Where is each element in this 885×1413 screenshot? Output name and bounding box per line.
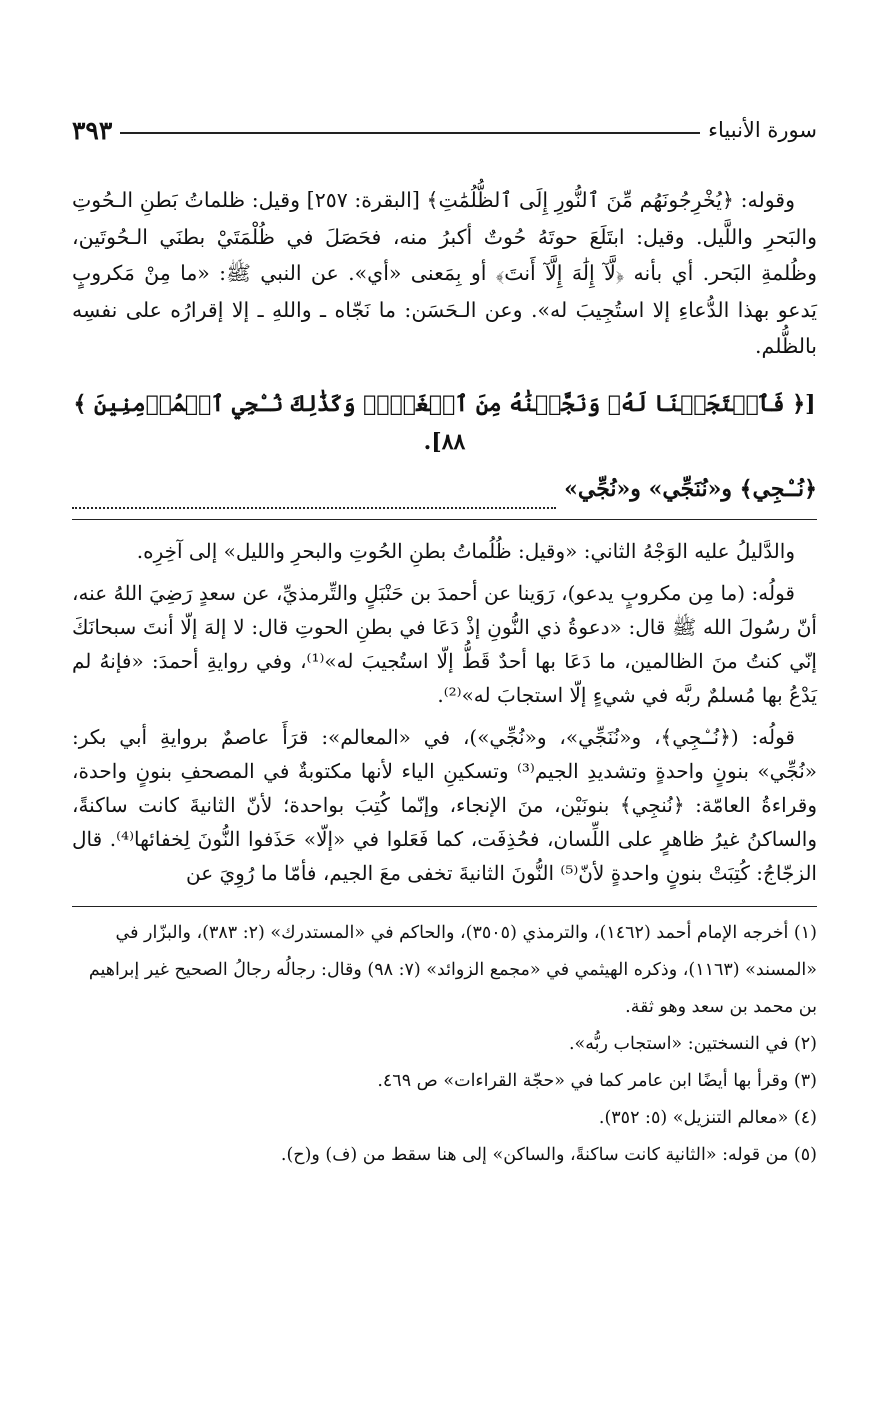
gloss-paragraph-3: قولُه: (﴿نُـۨجِي﴾، و«نُنَجِّي»، و«نُجِّي»)، في «المعالم»: قرَأَ عاصمٌ بروايةِ أبي بكر: «نُجِّي» بنونٍ واحدةٍ وتشديدِ الجيم⁽³⁾ وتسكينِ الياء لأنها مكتوبةٌ في المصحفِ بنونٍ واحدة، وقراءةُ العامّة: ﴿نُنجِي﴾ بنونَيْن، منَ الإنجاء، وإنّما كُتِبَ بواحدة؛ لأنّ الثانيةَ كانت ساكنةً، والساكنُ غيرُ ظاهرٍ على اللِّسان، فحُذِفَت، كما فَعَلوا في «إلّا» حَذَفوا النُّونَ لِخفائها⁽⁴⁾. قال الزجّاجُ: كُتِبَتْ بنونٍ واحدةٍ لأنّ⁽⁵⁾ النُّونَ الثانيةَ تخفى معَ الجيم، فأمّا ما رُوِيَ عن xyxy=(72,724,818,885)
footnote-divider xyxy=(72,906,817,907)
header-rule xyxy=(120,132,700,134)
footnotes xyxy=(72,915,817,1174)
footnote-item: (١) أخرجه الإمام أحمد (١٤٦٢)، والترمذي (٣٥٠٥)، والحاكم في «المستدرك» (٢: ٣٨٣)، والبزّار في «المسند» (١١٦٣)، وذكره الهيثمي في «مجمع الزوائد» (٧: ٩٨) وقال: رجالُه رجالُ الصحيح غير إبراهيم بن محمد بن سعد وهو ثقة. xyxy=(88,922,817,1017)
dotted-leader xyxy=(72,485,556,509)
book-page xyxy=(72,112,817,1174)
page-number: ٣٩٣ xyxy=(72,115,113,145)
surah-title: سورة الأنبياء xyxy=(708,118,817,142)
gloss-paragraph-1: والدَّليلُ عليه الوَجْهُ الثاني: «وقيل: ظُلُماتُ بطنِ الحُوتِ والبحرِ والليل» إلى آخِرِه. xyxy=(136,538,795,563)
footnote-item: (٢) في النسختين: «استجاب ربُّه». xyxy=(568,1033,817,1054)
words-heading-line xyxy=(72,469,817,509)
commentary-paragraph: وقوله: ﴿يُخْرِجُونَهُم مِّنَ ٱلنُّورِ إِلَى ٱلظُّلُمَٰتِ﴾ [البقرة: ٢٥٧] وقيل: ظلماتُ بَطنِ الـحُوتِ والبَحرِ واللَّيل. وقيل: ابتَلَعَ حوتَهُ حُوتٌ أكبرُ منه، فحَصَلَ في ظُلْمَتَيْ بطنَي الـحُوتَين، وظُلمةِ البَحر. أي بأنه ﴿لَّآ إِلَٰهَ إِلَّآ أَنتَ﴾ أو بِمَعنى «أي». عن النبي ﷺ: «ما مِنْ مَكروبٍ يَدعو بهذا الدُّعاءِ إلا استُجِيبَ له». وعن الـحَسَن: ما نَجّاه ـ واللهِ ـ إلا إقرارُه على نفسِه بالظُّلم. xyxy=(72,188,817,359)
quran-verse: [﴿ فَٱسۡتَجَبۡنَا لَهُۥ وَنَجَّيۡنَٰهُ مِنَ ٱلۡغَمِّۚ وَكَذَٰلِكَ نُـۨجِي ٱلۡمُؤۡمِنِينَ ﴾ ٨٨]. xyxy=(73,390,816,455)
running-header xyxy=(72,112,817,148)
gloss-paragraph-2: قولُه: (ما مِن مكروبٍ يدعو)، رَوَينا عن أحمدَ بن حَنْبَلٍ والتِّرمذيِّ، عن سعدٍ رَضِيَ اللهُ عنه، أنّ رسُولَ الله ﷺ قال: «دعوةُ ذي النُّونِ إذْ دَعَا في بطنِ الحوتِ قال: لا إلهَ إلّا أنتَ سبحانَكَ إنّي كنتُ منَ الظالمين، ما دَعَا بها أحدٌ قَطُّ إلّا استُجيبَ له»⁽¹⁾، وفي روايةِ أحمدَ: «فإنهُ لم يَدْعُ بها مُسلمٌ ربَّه في شيءٍ إلّا استجابَ له»⁽²⁾. xyxy=(72,580,817,707)
footnote-item: (٤) «معالم التنزيل» (٥: ٣٥٢). xyxy=(598,1107,817,1128)
footnote-item: (٥) من قوله: «الثانية كانت ساكنةً، والساكن» إلى هنا سقط من (ف) و(ح). xyxy=(280,1144,817,1165)
section-divider xyxy=(72,519,817,520)
words-heading: ﴿نُـۨجِي﴾ و«نُنَجِّي» و«نُجِّي» xyxy=(564,475,817,502)
footnote-item: (٣) وقرأ بها أيضًا ابن عامر كما في «حجّة القراءات» ص ٤٦٩. xyxy=(377,1070,817,1091)
